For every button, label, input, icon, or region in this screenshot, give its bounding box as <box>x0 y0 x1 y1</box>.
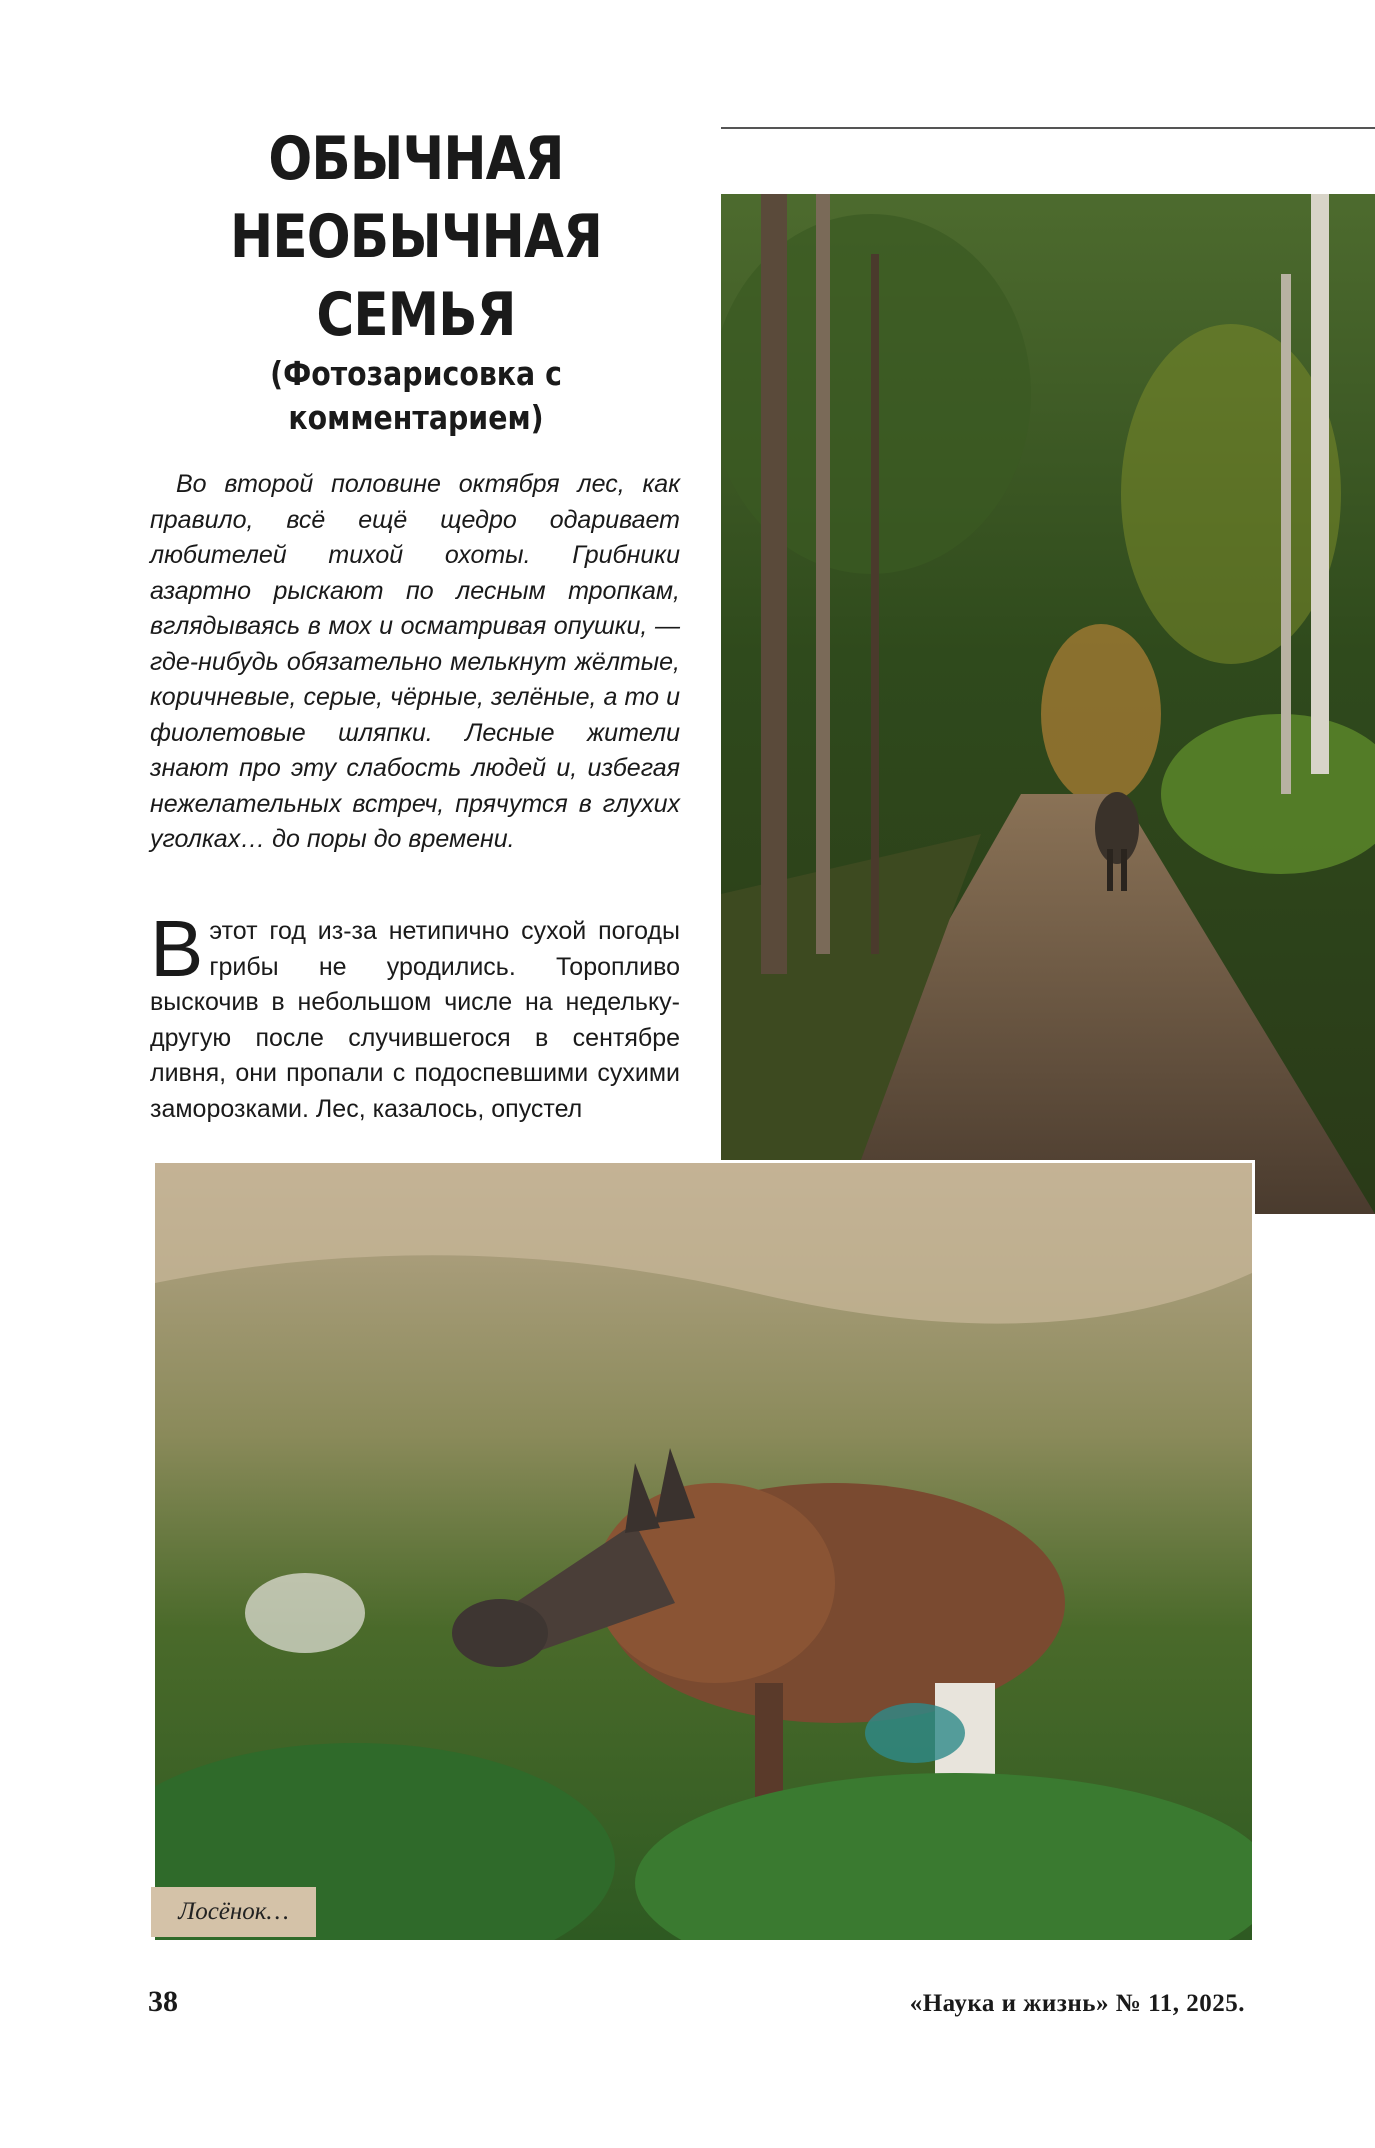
title-line-2: НЕОБЫЧНАЯ <box>230 202 602 272</box>
moose-caption: Лосёнок… <box>151 1887 316 1937</box>
header-rule <box>721 127 1375 129</box>
title-line-1: ОБЫЧНАЯ <box>268 124 564 194</box>
journal-footer: «Наука и жизнь» № 11, 2025. <box>909 1990 1245 2017</box>
title-line-3: СЕМЬЯ <box>316 280 516 350</box>
body-paragraph <box>150 904 680 1127</box>
moose-calf-photo <box>152 1160 1255 1943</box>
forest-path-photo <box>721 194 1375 1214</box>
article-title <box>186 120 647 354</box>
lead-paragraph: Во второй половине октября лес, как правило, всё ещё щедро одаривает любителей тихой охоты. Грибники азартно рыскают по лесным тропкам, вглядываясь в мох и осматривая опушки, — где-нибудь обязательно мелькнут жёлтые, коричневые, серые, чёрные, зелёные, а то и фиолетовые шляпки. Лесные жители знают про эту слабость людей и, избегая нежелательных встреч, прячутся в глухих уголках… до поры до времени. <box>150 470 680 853</box>
article-subtitle: (Фотозарисовка с комментарием) <box>270 354 562 437</box>
drop-cap: В <box>150 904 204 993</box>
page-number: 38 <box>148 1985 178 2018</box>
body-text: этот год из-за нетипично сухой погоды грибы не уродились. Торопливо выскочив в небольшом числе на недельку-другую после случившегося в сентябре ливня, они пропали с подоспевшими сухими заморозками. Лес, казалось, опустел <box>150 917 680 1123</box>
